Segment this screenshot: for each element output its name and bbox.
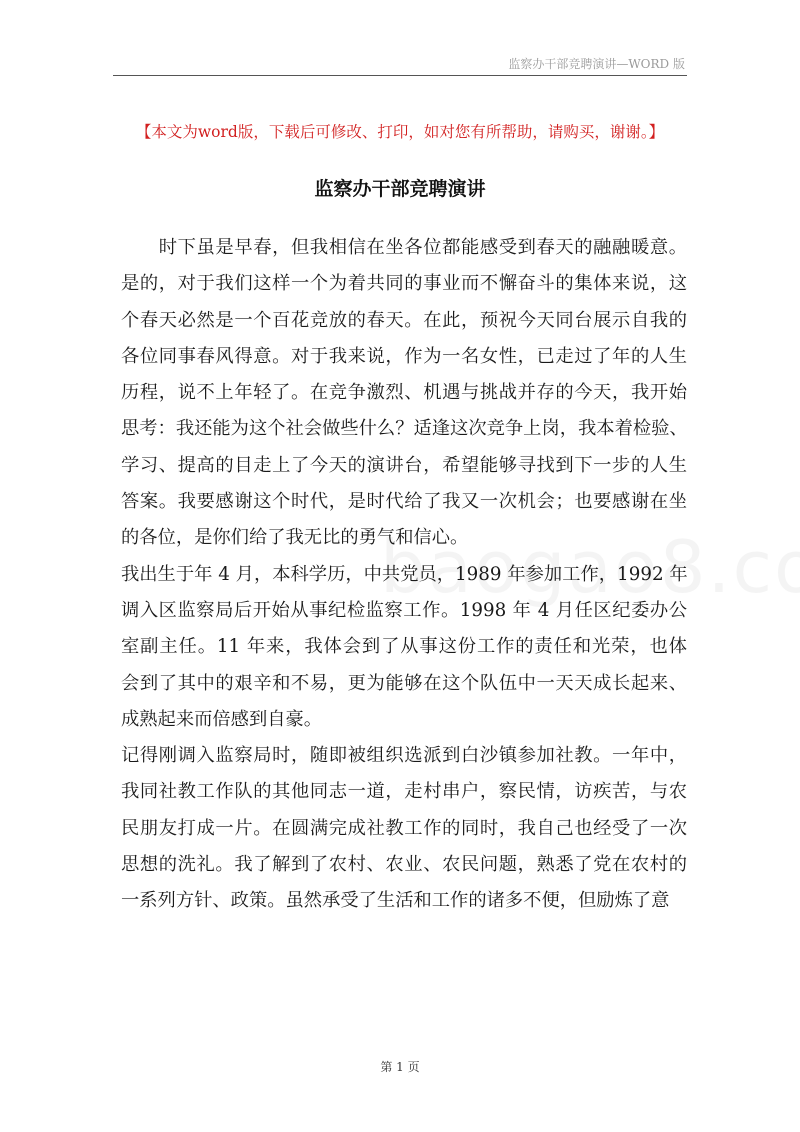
paragraph-line: 历程，说不上年轻了。在竞争激烈、机遇与挑战并存的今天，我开始 (121, 382, 687, 404)
paragraph-line: 是的，对于我们这样一个为着共同的事业而不懈奋斗的集体来说，这 (121, 273, 687, 295)
page-number: 第 1 页 (380, 1060, 420, 1074)
paragraph-line: 学习、提高的目走上了今天的演讲台，希望能够寻找到下一步的人生 (121, 454, 687, 476)
paragraph-line: 调入区监察局后开始从事纪检监察工作。1998 年 4 月任区纪委办公 (121, 599, 687, 621)
paragraph-line: 民朋友打成一片。在圆满完成社教工作的同时，我自己也经受了一次 (121, 817, 687, 839)
document-title: 监察办干部竞聘演讲 (314, 178, 486, 200)
document-body (121, 230, 687, 920)
paragraph-line: 各位同事春风得意。对于我来说，作为一名女性，已走过了年的人生 (121, 345, 687, 367)
body-paragraph (121, 738, 687, 919)
paragraph-line: 一系列方针、政策。虽然承受了生活和工作的诸多不便，但励炼了意 (121, 890, 670, 912)
paragraph-line: 思考：我还能为这个社会做些什么？适逢这次竞争上岗，我本着检验、 (121, 418, 688, 440)
header-divider (113, 75, 687, 76)
running-header: 监察办干部竞聘演讲—WORD 版 (508, 57, 685, 71)
download-notice: 【本文为word版，下载后可修改、打印，如对您有所帮助，请购买，谢谢。】 (135, 123, 665, 141)
body-paragraph (121, 230, 687, 557)
paragraph-line: 室副主任。11 年来，我体会到了从事这份工作的责任和光荣，也体 (121, 636, 687, 658)
paragraph-line: 个春天必然是一个百花竞放的春天。在此，预祝今天同台展示自我的 (121, 309, 687, 331)
paragraph-line: 成熟起来而倍感到自豪。 (121, 708, 323, 730)
paragraph-line: 的各位，是你们给了我无比的勇气和信心。 (121, 527, 469, 549)
paragraph-line: 时下虽是早春，但我相信在坐各位都能感受到春天的融融暖意。 (121, 237, 687, 258)
paragraph-line: 思想的洗礼。我了解到了农村、农业、农民问题，熟悉了党在农村的 (121, 854, 687, 876)
body-paragraph (121, 557, 687, 738)
paragraph-line: 记得刚调入监察局时，随即被组织选派到白沙镇参加社教。一年中， (121, 745, 687, 767)
paragraph-line: 我同社教工作队的其他同志一道，走村串户，察民情，访疾苦，与农 (121, 781, 687, 803)
paragraph-line: 我出生于年 4 月，本科学历，中共党员，1989 年参加工作，1992 年 (121, 563, 688, 585)
paragraph-line: 答案。我要感谢这个时代，是时代给了我又一次机会；也要感谢在坐 (121, 491, 687, 513)
paragraph-line: 会到了其中的艰辛和不易，更为能够在这个队伍中一天天成长起来、 (121, 672, 687, 694)
